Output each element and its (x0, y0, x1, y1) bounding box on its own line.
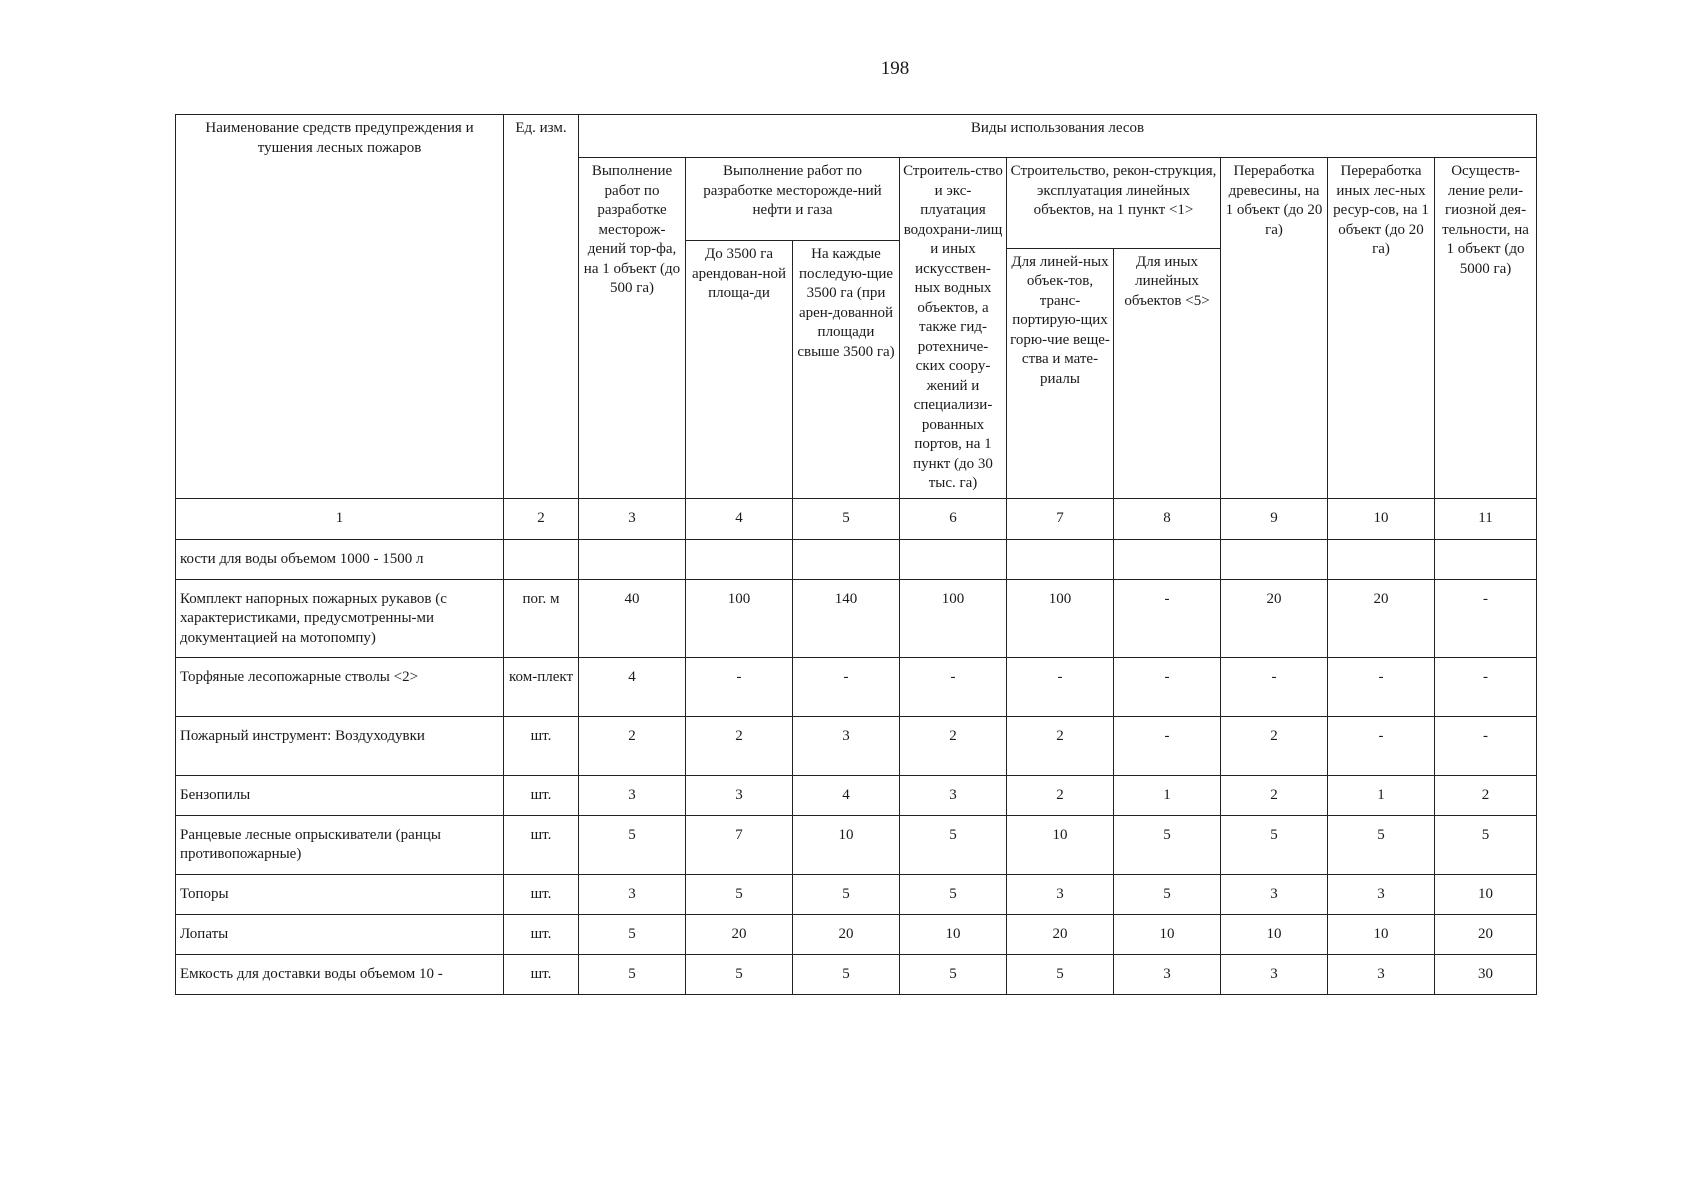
table-row (176, 775, 1537, 815)
row-item-name: Ранцевые лесные опрыскиватели (ранцы противопожарные) (176, 815, 504, 874)
table-row (176, 539, 1537, 579)
row-value-col-7 (1007, 539, 1114, 579)
row-value-col-6: 5 (900, 954, 1007, 994)
row-value-col-6: 5 (900, 815, 1007, 874)
table-row (176, 954, 1537, 994)
row-value-col-5: 20 (793, 914, 900, 954)
row-value-col-9: - (1221, 657, 1328, 716)
row-value-col-11: - (1435, 579, 1537, 657)
row-value-col-4: 7 (686, 815, 793, 874)
row-unit: ком-плект (504, 657, 579, 716)
row-value-col-3: 5 (579, 914, 686, 954)
row-value-col-9: 5 (1221, 815, 1328, 874)
row-unit: шт. (504, 954, 579, 994)
row-item-name: Бензопилы (176, 775, 504, 815)
row-value-col-3: 40 (579, 579, 686, 657)
row-unit: шт. (504, 874, 579, 914)
row-value-col-7: 100 (1007, 579, 1114, 657)
row-unit: шт. (504, 815, 579, 874)
row-value-col-6 (900, 539, 1007, 579)
row-value-col-6: - (900, 657, 1007, 716)
row-value-col-11 (1435, 539, 1537, 579)
row-value-col-8: 3 (1114, 954, 1221, 994)
header-usage-types: Виды использования лесов (579, 115, 1537, 158)
row-item-name: Емкость для доставки воды объемом 10 - (176, 954, 504, 994)
row-value-col-9: 2 (1221, 775, 1328, 815)
header-name-column: Наименование средств предупреждения и тушения лесных пожаров (176, 115, 504, 499)
header-linear-objects: Строительство, рекон-струкция, эксплуатация линейных объектов, на 1 пункт <1> (1007, 158, 1221, 249)
table-row (176, 874, 1537, 914)
header-oil-gas-up-to-3500: До 3500 га арендован-ной площа-ди (686, 241, 793, 499)
row-value-col-5: 140 (793, 579, 900, 657)
column-number: 4 (686, 498, 793, 539)
row-value-col-10: - (1328, 716, 1435, 775)
column-number: 11 (1435, 498, 1537, 539)
column-number: 8 (1114, 498, 1221, 539)
row-value-col-10: 10 (1328, 914, 1435, 954)
row-value-col-10: 20 (1328, 579, 1435, 657)
row-unit: пог. м (504, 579, 579, 657)
row-value-col-3: 3 (579, 775, 686, 815)
row-value-col-8: - (1114, 657, 1221, 716)
header-peat: Выполнение работ по разработке месторож-дений тор-фа, на 1 объект (до 500 га) (579, 158, 686, 499)
row-value-col-9: 10 (1221, 914, 1328, 954)
column-number: 5 (793, 498, 900, 539)
row-value-col-3: 2 (579, 716, 686, 775)
row-unit: шт. (504, 716, 579, 775)
row-unit (504, 539, 579, 579)
row-value-col-5: - (793, 657, 900, 716)
row-value-col-11: - (1435, 657, 1537, 716)
row-value-col-9 (1221, 539, 1328, 579)
header-wood-processing: Переработка древесины, на 1 объект (до 20 га) (1221, 158, 1328, 499)
row-value-col-10: 1 (1328, 775, 1435, 815)
table-row (176, 716, 1537, 775)
row-value-col-6: 5 (900, 874, 1007, 914)
table-body (176, 539, 1537, 994)
row-value-col-11: 10 (1435, 874, 1537, 914)
row-value-col-3: 4 (579, 657, 686, 716)
row-value-col-4: 5 (686, 874, 793, 914)
row-value-col-6: 2 (900, 716, 1007, 775)
row-item-name: Лопаты (176, 914, 504, 954)
header-oil-gas-each-next-3500: На каждые последую-щие 3500 га (при арен-дованной площади свыше 3500 га) (793, 241, 900, 499)
row-value-col-3 (579, 539, 686, 579)
row-value-col-11: 5 (1435, 815, 1537, 874)
column-number: 2 (504, 498, 579, 539)
row-value-col-4: - (686, 657, 793, 716)
row-item-name: Пожарный инструмент: Воздуходувки (176, 716, 504, 775)
header-religious: Осуществ-ление рели-гиозной дея-тельности, на 1 объект (до 5000 га) (1435, 158, 1537, 499)
column-number: 9 (1221, 498, 1328, 539)
row-value-col-6: 10 (900, 914, 1007, 954)
header-row (176, 115, 1537, 158)
row-value-col-7: - (1007, 657, 1114, 716)
row-value-col-11: 20 (1435, 914, 1537, 954)
row-value-col-8: 10 (1114, 914, 1221, 954)
row-value-col-10: 3 (1328, 874, 1435, 914)
row-value-col-4 (686, 539, 793, 579)
row-item-name: кости для воды объемом 1000 - 1500 л (176, 539, 504, 579)
row-value-col-3: 5 (579, 815, 686, 874)
row-value-col-4: 2 (686, 716, 793, 775)
column-number: 7 (1007, 498, 1114, 539)
row-value-col-10: 3 (1328, 954, 1435, 994)
row-unit: шт. (504, 775, 579, 815)
header-oil-gas: Выполнение работ по разработке месторожде-ний нефти и газа (686, 158, 900, 241)
row-value-col-4: 5 (686, 954, 793, 994)
column-number-row (176, 498, 1537, 539)
row-value-col-7: 5 (1007, 954, 1114, 994)
row-item-name: Торфяные лесопожарные стволы <2> (176, 657, 504, 716)
row-value-col-11: 2 (1435, 775, 1537, 815)
row-value-col-5: 4 (793, 775, 900, 815)
row-value-col-5: 5 (793, 874, 900, 914)
row-value-col-7: 3 (1007, 874, 1114, 914)
fire-equipment-norms-table (175, 114, 1537, 995)
row-value-col-11: - (1435, 716, 1537, 775)
row-value-col-5: 5 (793, 954, 900, 994)
table-row (176, 815, 1537, 874)
row-value-col-3: 3 (579, 874, 686, 914)
header-linear-flammable: Для линей-ных объек-тов, транс-портирую-щих горю-чие веще-ства и мате-риалы (1007, 248, 1114, 498)
row-unit: шт. (504, 914, 579, 954)
row-value-col-8 (1114, 539, 1221, 579)
row-value-col-10: 5 (1328, 815, 1435, 874)
row-value-col-5 (793, 539, 900, 579)
row-value-col-3: 5 (579, 954, 686, 994)
column-number: 10 (1328, 498, 1435, 539)
page-number: 198 (880, 58, 910, 79)
row-value-col-6: 3 (900, 775, 1007, 815)
row-value-col-10: - (1328, 657, 1435, 716)
row-value-col-7: 20 (1007, 914, 1114, 954)
table-row (176, 657, 1537, 716)
row-value-col-8: - (1114, 579, 1221, 657)
header-linear-other: Для иных линейных объектов <5> (1114, 248, 1221, 498)
row-value-col-9: 2 (1221, 716, 1328, 775)
table-row (176, 579, 1537, 657)
row-value-col-7: 2 (1007, 716, 1114, 775)
column-number: 1 (176, 498, 504, 539)
row-value-col-8: 1 (1114, 775, 1221, 815)
row-value-col-6: 100 (900, 579, 1007, 657)
row-value-col-8: - (1114, 716, 1221, 775)
header-other-resources: Переработка иных лес-ных ресур-сов, на 1 объект (до 20 га) (1328, 158, 1435, 499)
row-item-name: Комплект напорных пожарных рукавов (с характеристиками, предусмотренны-ми документацией на мотопомпу) (176, 579, 504, 657)
row-value-col-9: 3 (1221, 954, 1328, 994)
row-value-col-5: 3 (793, 716, 900, 775)
row-value-col-8: 5 (1114, 874, 1221, 914)
row-value-col-11: 30 (1435, 954, 1537, 994)
row-value-col-9: 20 (1221, 579, 1328, 657)
column-number: 3 (579, 498, 686, 539)
row-value-col-5: 10 (793, 815, 900, 874)
row-value-col-9: 3 (1221, 874, 1328, 914)
row-value-col-4: 20 (686, 914, 793, 954)
header-unit-column: Ед. изм. (504, 115, 579, 499)
table-row (176, 914, 1537, 954)
row-value-col-7: 10 (1007, 815, 1114, 874)
header-reservoirs: Строитель-ство и экс-плуатация водохрани-лищ и иных искусствен-ных водных объектов, а также гид-ротехниче-ских соору-жений и специализи-рованных портов, на 1 пункт (до 30 тыс. га) (900, 158, 1007, 499)
row-value-col-10 (1328, 539, 1435, 579)
column-number: 6 (900, 498, 1007, 539)
row-value-col-4: 3 (686, 775, 793, 815)
row-value-col-7: 2 (1007, 775, 1114, 815)
row-value-col-8: 5 (1114, 815, 1221, 874)
row-item-name: Топоры (176, 874, 504, 914)
row-value-col-4: 100 (686, 579, 793, 657)
